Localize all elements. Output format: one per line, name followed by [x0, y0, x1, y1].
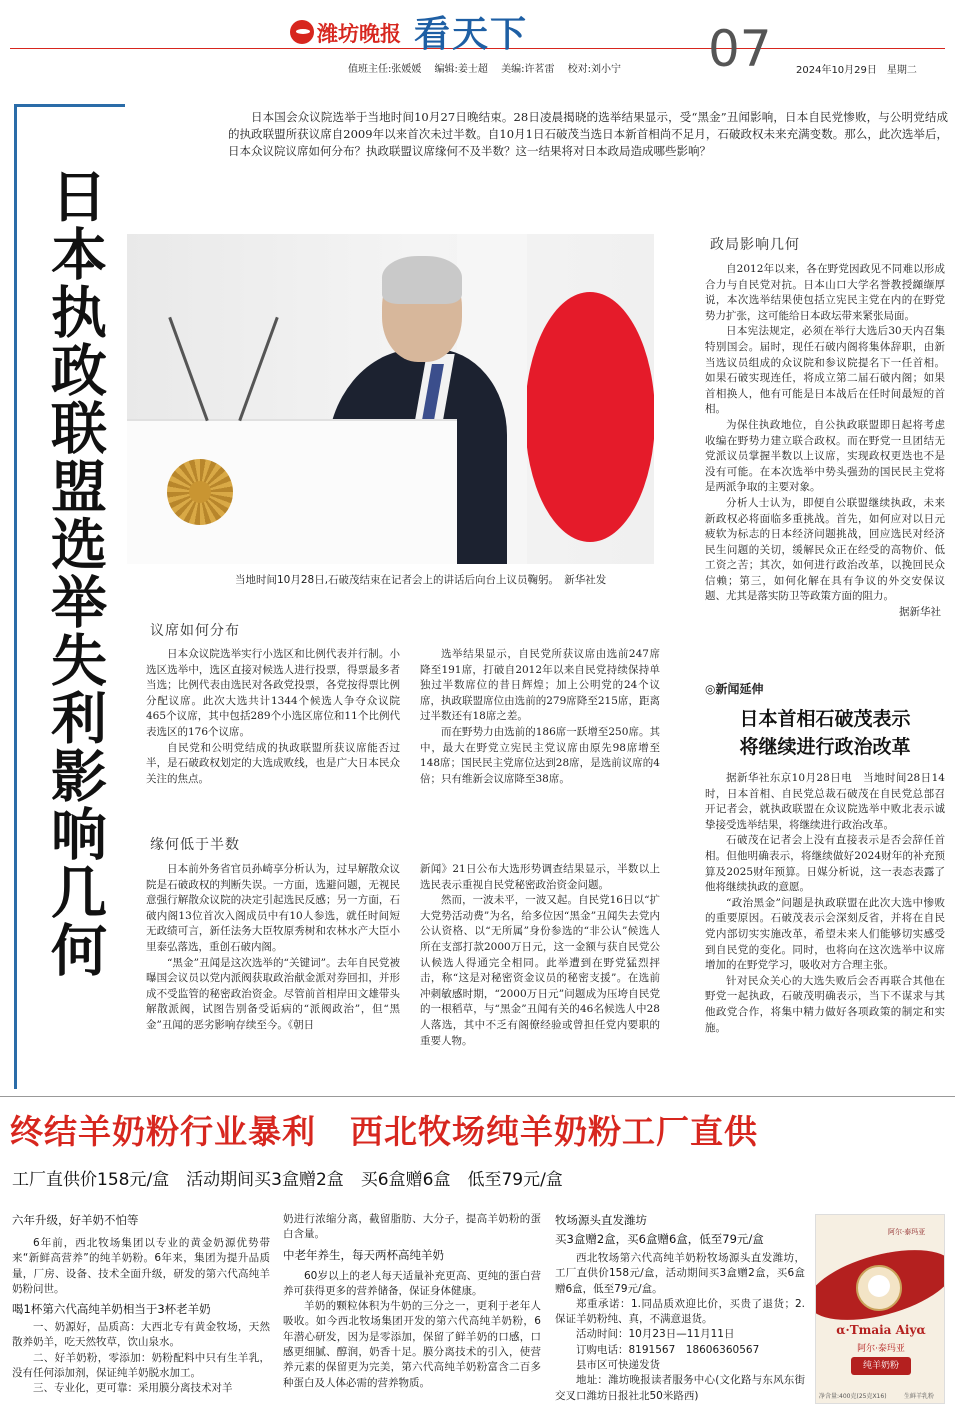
ad-col2-para: 60岁以上的老人每天适量补充更高、更纯的蛋白营养可获得更多的营养储备，保证身体健康。: [283, 1269, 541, 1297]
ad-col1-item: 三、专业化，更可靠：采用膜分离技术对羊: [33, 1382, 233, 1395]
issue-date: 2024年10月29日 星期二: [796, 65, 917, 76]
news-photo: [127, 234, 654, 564]
right-section-title: 政局影响几何: [710, 237, 800, 253]
ad-col2-title: 中老年养生，每天两杯高纯羊奶: [283, 1247, 444, 1262]
editor-credits: 值班主任:张媛媛 编辑:姜士超 美编:许茗雷 校对:刘小宁: [348, 64, 622, 75]
masthead: [0, 0, 955, 85]
ad-headline: 终结羊奶粉行业暴利 西北牧场纯羊奶粉工厂直供: [10, 1112, 758, 1151]
ad-col2-para: 羊奶的颗粒体积为牛奶的三分之一，更利于老年人吸收。如今西北牧场集团开发的第六代高纯羊奶粉，6年潜心研发，因为是零添加，保留了鲜羊奶的口感，口感更细腻、醇润，奶香十足。膜分离技术的引入，使营养元素的保留更为完美，第六代高纯羊奶粉富含二百多种蛋白及人体必需的营养物质。: [283, 1300, 541, 1389]
ad-col3-line: 订购电话：8191567 18606360567: [576, 1343, 760, 1356]
ad-col3-line: 地址：潍坊晚报读者服务中心(文化路与东风东街交叉口潍坊日报社北50米路西): [555, 1374, 805, 1402]
section1-title: 议席如何分布: [150, 623, 240, 639]
product-brand-latin: α·Tmaia Aiyα: [836, 1323, 926, 1337]
right-section-body: 自2012年以来，各在野党因政见不同难以形成合力与自民党对抗。日本山口大学名誉教授纐缬厚说，本次选举结果使包括立宪民主党在内的在野党势力扩张，这可能给日本政坛带来紧张局面。 日本宪法规定，必须在举行大选后30天内召集特别国会。届时，现任石破内阁将集体辞职，由新当选议员组成的众议院和参议院提名下一任首相。如果石破实现连任，将成立第二届石破内阁；如果首相换人，他有可能是日本战后在任时间最短的首相。 为保住执政地位，自公执政联盟即日起将考虑收编在野势力建立联合政权。而在野党一旦团结无党派议员掌握半数以上议席，实现政权更迭也不是没有可能。在本次选举中势头强劲的国民民主党将是两派争取的主要对象。 分析人士认为，即便自公联盟继续执政，未来新政权必将面临多重挑战。首先，如何应对以日元疲软为标志的日本经济问题挑战，回应选民对经济民生问题的关切，缓解民众正在经受的高物价、低工资之苦；其次，如何进行政治改革，以挽回民众信赖；第三，如何化解在具有争议的外交安保议题、尤其是落实防卫等政策方面的阻力。 据新华社: [705, 263, 945, 619]
headline: 日本执政联盟选举失利影响几何: [42, 167, 108, 979]
microphone-left: [168, 317, 208, 421]
ad-col1-item: 二、好羊奶粉，零添加：奶粉配料中只有生羊乳，没有任何添加剂，保证纯羊奶脱水加工。: [12, 1351, 270, 1380]
ad-subheadline: 工厂直供价158元/盒 活动期间买3盒赠2盒 买6盒赠6盒 低至79元/盒: [12, 1170, 563, 1190]
ad-col1: [12, 1212, 270, 1397]
ad-col1-para: 6年前，西北牧场集团以专业的黄金奶源优势带来“新鲜高营养”的纯羊奶粉。6年来，集团为提升品质量，厂房、设备、技术全面升级，研发的第六代高纯羊奶粉问世。: [12, 1237, 270, 1295]
ad-top-rule: [0, 1096, 955, 1097]
extension-body: 据新华社东京10月28日电 当地时间28日14时，日本首相、自民党总裁石破茂在自民党总部召开记者会，就执政联盟在众议院选举中败北表示诚挚接受选举结果，将继续进行政治改革。 石破茂在记者会上没有直接表示是否会辞任首相。但他明确表示，将继续做好2024财年的补充预算及2025财年预算。日媒分析说，这一表态表露了他将继续执政的意愿。 “政治黑金”问题是执政联盟在此次大选中惨败的重要原因。石破茂表示会深刻反省，并将在自民党内部切实实施改革，希望未来人们能够切实感受到自民党的变化。同时，也将向在这次选举中议席增加的在野党学习，吸收对方合理主张。 针对民众关心的大选失败后会否再联合其他在野党一起执政，石破茂明确表示，当下不谋求与其他政党合作，将集中精力做好各项政策的制定和实施。: [705, 772, 945, 1034]
section2-title: 缘何低于半数: [150, 837, 240, 853]
ad-col3-offer: 买3盒赠2盒，买6盒赠6盒，低至79元/盒: [555, 1232, 764, 1246]
section2-col2: 新闻》21日公布大选形势调查结果显示，半数以上选民表示重视自民党秘密政治资金问题。 然而，一波未平，一波又起。自民党16日以“扩大党势活动费”为名，给多位因“黑金”丑闻失去党内公认资格、以“无所属”身份参选的“非公认”候选人所在支部打款2000万日元，这一金额与获自民党公认候选人得通完全相同。此举遭到在野党猛烈抨击，称“这是对秘密资金议员的秘密支援”。在选前冲刺敏感时期，“2000万日元”问题成为压垮自民党的一根稻草，与“黑金”丑闻有关的46名候选人中28人落选，其中不乏有阁僚经验或曾担任党内要职的重要人物。: [420, 863, 660, 1047]
section1-col1: 日本众议院选举实行小选区和比例代表并行制。小选区选举中，选区直接对候选人进行投票，得票最多者当选；比例代表由选民对各政党投票，各党按得票比例分配议席。此次大选共计1344个候选人争夺众议院465个议席，其中包括289个小选区席位和11个比例代表选区的176个议席。 自民党和公明党结成的执政联盟所获议席能否过半，是石破政权划定的大选成败线，也是广大日本民众关注的焦点。: [146, 648, 400, 785]
ad-col1-title1: 六年升级，好羊奶不怕等: [12, 1213, 139, 1227]
goat-icon: [868, 1275, 890, 1297]
product-package: [815, 1214, 945, 1404]
lead-paragraph: 日本国会众议院选举于当地时间10月27日晚结束。28日凌晨揭晓的选举结果显示，受“黑金”丑闻影响，日本自民党惨败，与公明党结成的执政联盟所获议席自2009年以来首次未过半数。自10月1日石破茂当选日本新首相尚不足月，石破政权未来充满变数。那么，此次选举后，日本众议院议席如何分布？执政联盟议席缘何不及半数？这一结果将对日本政局造成哪些影响？: [228, 110, 948, 158]
speaker-hair: [382, 256, 462, 304]
section2-col1: 日本前外务省官员孙崎享分析认为，过早解散众议院是石破政权的判断失误。一方面，选避问题，无视民意强行解散众议院的决定引起选民反感；另一方面，石破内阁13位首次入阁成员中有10人参选，就任时间短无政绩可言，新任法务大臣牧原秀树和农林水产大臣小里泰弘落选，重创石破内阁。 “黑金”丑闻是这次选举的“关键词”。去年自民党被曝国会议员以党内派阀获取政治献金派对券回扣，并形成不受监管的秘密政治资金。尽管前首相岸田文雄带头解散派阀，试图告别备受诟病的“派阀政治”，但“黑金”丑闻的恶劣影响存续至今。《朝日: [146, 863, 400, 1031]
ad-col3-line: 县市区可快递发货: [576, 1359, 660, 1372]
product-net-weight: 净含量:400克(25克X16): [819, 1393, 887, 1400]
ad-col2: [283, 1212, 541, 1391]
ad-col3: [555, 1212, 805, 1404]
headline-frame: [14, 104, 125, 1089]
paper-name: 潍坊晚报: [317, 22, 401, 46]
microphone-right: [238, 317, 278, 421]
flag-red-disc: [525, 292, 654, 542]
ad-col1-title2: 喝1杯第六代高纯羊奶相当于3杯老羊奶: [12, 1302, 211, 1317]
product-top-label: 阿尔·泰玛亚: [888, 1228, 926, 1236]
emblem-center: [189, 481, 211, 503]
ad-col2-para: 奶进行浓缩分离，截留脂肪、大分子，提高羊奶粉的蛋白含量。: [283, 1213, 541, 1241]
ad-col3-line: 活动时间：10月23日—11月11日: [576, 1328, 735, 1341]
product-name-badge: 纯羊奶粉: [851, 1357, 911, 1375]
product-brand-cn: 阿尔·泰玛亚: [857, 1344, 905, 1354]
photo-caption: 当地时间10月28日,石破茂结束在记者会上的讲话后向台上议员鞠躬。 新华社发: [235, 574, 607, 586]
ad-col3-para: 西北牧场第六代高纯羊奶粉牧场源头直发潍坊，工厂直供价158元/盒，活动期间买3盒赠2盒，买6盒赠6盒，低至79元/盒。: [555, 1252, 805, 1295]
extension-headline-line2: 将继续进行政治改革: [739, 736, 911, 758]
extension-headline-line1: 日本首相石破茂表示: [739, 708, 911, 730]
ad-col1-item: 一、奶源好，品质高：大西北专有黄金牧场，天然散养奶羊，吃天然牧草，饮山泉水。: [12, 1321, 270, 1349]
logo-swoosh-icon: [296, 29, 310, 34]
section-name: 看天下: [414, 13, 529, 55]
extension-headline: [705, 705, 945, 761]
page-number: 07: [708, 20, 772, 78]
product-type: 生鲜羊乳粉: [904, 1393, 935, 1400]
news-extension-tag: ◎新闻延伸: [705, 682, 764, 696]
ad-col3-line: 郑重承诺：1.同品质欢迎比价，买贵了退货；2.保证羊奶粉纯、真，不满意退货。: [555, 1297, 805, 1326]
section1-col2: 选举结果显示，自民党所获议席由选前247席降至191席，打破自2012年以来自民党持续保持单独过半数席位的昔日辉煌；加上公明党的24个议席，执政联盟席位由选前的279席降至215席，距离过半数还有18席之差。 而在野势力由选前的186席一跃增至250席。其中，最大在野党立宪民主党议席由原先98席增至148席；国民民主党席位达到28席，是选前议席的4倍；只有维新会议席降至38席。: [420, 648, 660, 785]
ad-col3-title: 牧场源头直发潍坊: [555, 1213, 647, 1227]
